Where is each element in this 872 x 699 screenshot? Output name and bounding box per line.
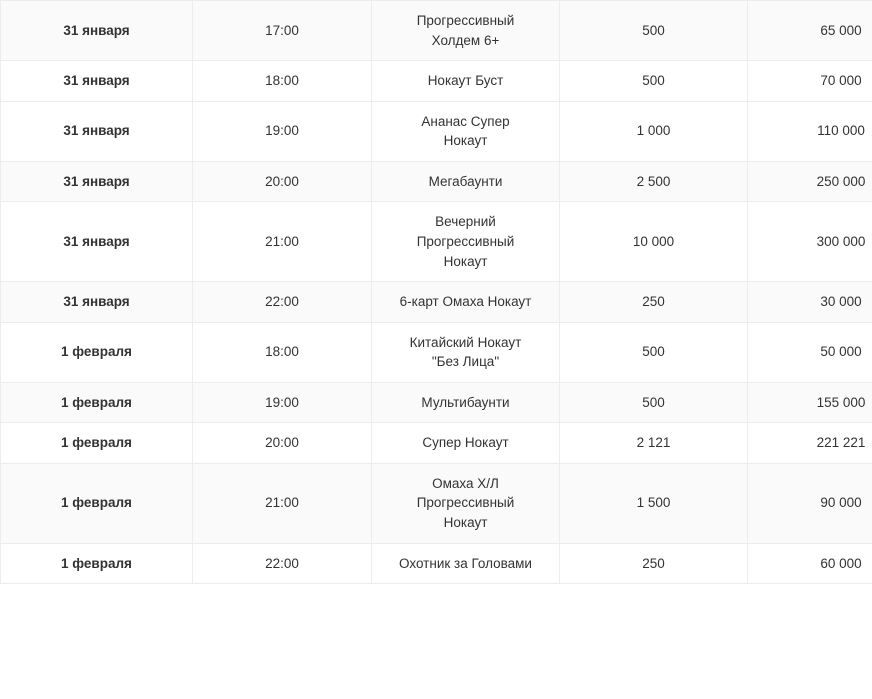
cell-tournament-name <box>372 282 560 323</box>
tournament-name-line: Супер Нокаут <box>422 435 509 451</box>
cell-prize: 250 000 <box>748 161 872 202</box>
cell-tournament-name <box>372 382 560 423</box>
cell-prize: 110 000 <box>748 101 872 161</box>
cell-time: 21:00 <box>193 463 372 543</box>
cell-time: 17:00 <box>193 1 372 61</box>
tournament-name-line: Холдем 6+ <box>431 32 500 48</box>
cell-tournament-name <box>372 322 560 382</box>
table-row <box>1 202 872 282</box>
tournament-name-line: Нокаут <box>443 253 488 269</box>
cell-prize: 221 221 <box>748 423 872 464</box>
cell-buyin: 250 <box>560 282 748 323</box>
table-row <box>1 161 872 202</box>
cell-prize: 90 000 <box>748 463 872 543</box>
tournament-name-line: Прогрессивный <box>416 13 515 28</box>
cell-time: 21:00 <box>193 202 372 282</box>
table-row <box>1 1 872 61</box>
cell-tournament-name <box>372 61 560 102</box>
cell-date: 1 февраля <box>1 543 193 584</box>
cell-prize: 60 000 <box>748 543 872 584</box>
tournament-name-line: Вечерний <box>435 214 496 230</box>
cell-tournament-name <box>372 543 560 584</box>
table-row <box>1 61 872 102</box>
cell-date: 31 января <box>1 1 193 61</box>
cell-tournament-name <box>372 423 560 464</box>
cell-prize: 30 000 <box>748 282 872 323</box>
cell-time: 20:00 <box>193 423 372 464</box>
cell-buyin: 10 000 <box>560 202 748 282</box>
cell-buyin: 500 <box>560 1 748 61</box>
cell-time: 19:00 <box>193 382 372 423</box>
tournament-name-line: Прогрессивный <box>416 495 515 511</box>
tournament-name-line: Нокаут <box>443 133 488 149</box>
cell-date: 31 января <box>1 61 193 102</box>
cell-date: 31 января <box>1 101 193 161</box>
tournament-name-line: Мегабаунти <box>428 173 503 189</box>
cell-buyin: 500 <box>560 61 748 102</box>
cell-time: 19:00 <box>193 101 372 161</box>
tournament-name-line: Прогрессивный <box>416 233 515 249</box>
tournament-name-line: Омаха Х/Л <box>432 475 499 491</box>
cell-prize: 70 000 <box>748 61 872 102</box>
cell-time: 18:00 <box>193 61 372 102</box>
cell-prize: 50 000 <box>748 322 872 382</box>
cell-tournament-name <box>372 161 560 202</box>
cell-time: 22:00 <box>193 543 372 584</box>
cell-date: 1 февраля <box>1 423 193 464</box>
cell-prize: 65 000 <box>748 1 872 61</box>
cell-tournament-name <box>372 463 560 543</box>
cell-time: 18:00 <box>193 322 372 382</box>
cell-buyin: 1 000 <box>560 101 748 161</box>
table-row <box>1 382 872 423</box>
table-row <box>1 423 872 464</box>
tournament-name-line: Нокаут <box>443 515 488 530</box>
cell-buyin: 2 500 <box>560 161 748 202</box>
cell-time: 20:00 <box>193 161 372 202</box>
tournament-name-line: Китайский Нокаут <box>409 334 522 350</box>
tournament-name-line: Ананас Супер <box>421 113 510 129</box>
schedule-table-body <box>1 1 872 584</box>
table-row <box>1 282 872 323</box>
cell-time: 22:00 <box>193 282 372 323</box>
cell-tournament-name <box>372 1 560 61</box>
tournament-name-line: "Без Лица" <box>431 354 500 370</box>
cell-date: 1 февраля <box>1 382 193 423</box>
cell-tournament-name <box>372 202 560 282</box>
cell-prize: 300 000 <box>748 202 872 282</box>
cell-buyin: 2 121 <box>560 423 748 464</box>
tournament-name-line: Нокаут Буст <box>427 73 504 89</box>
tournament-name-line: Мультибаунти <box>421 394 510 410</box>
tournament-name-line: 6-карт Омаха Нокаут <box>399 294 532 310</box>
tournament-name-line: Охотник за Головами <box>399 555 532 571</box>
cell-date: 31 января <box>1 282 193 323</box>
cell-date: 1 февраля <box>1 322 193 382</box>
cell-buyin: 500 <box>560 322 748 382</box>
table-row <box>1 543 872 584</box>
cell-date: 31 января <box>1 161 193 202</box>
cell-buyin: 250 <box>560 543 748 584</box>
cell-date: 1 февраля <box>1 463 193 543</box>
cell-tournament-name <box>372 101 560 161</box>
table-row <box>1 101 872 161</box>
cell-date: 31 января <box>1 202 193 282</box>
table-row <box>1 463 872 543</box>
cell-buyin: 1 500 <box>560 463 748 543</box>
cell-prize: 155 000 <box>748 382 872 423</box>
table-row <box>1 322 872 382</box>
cell-buyin: 500 <box>560 382 748 423</box>
